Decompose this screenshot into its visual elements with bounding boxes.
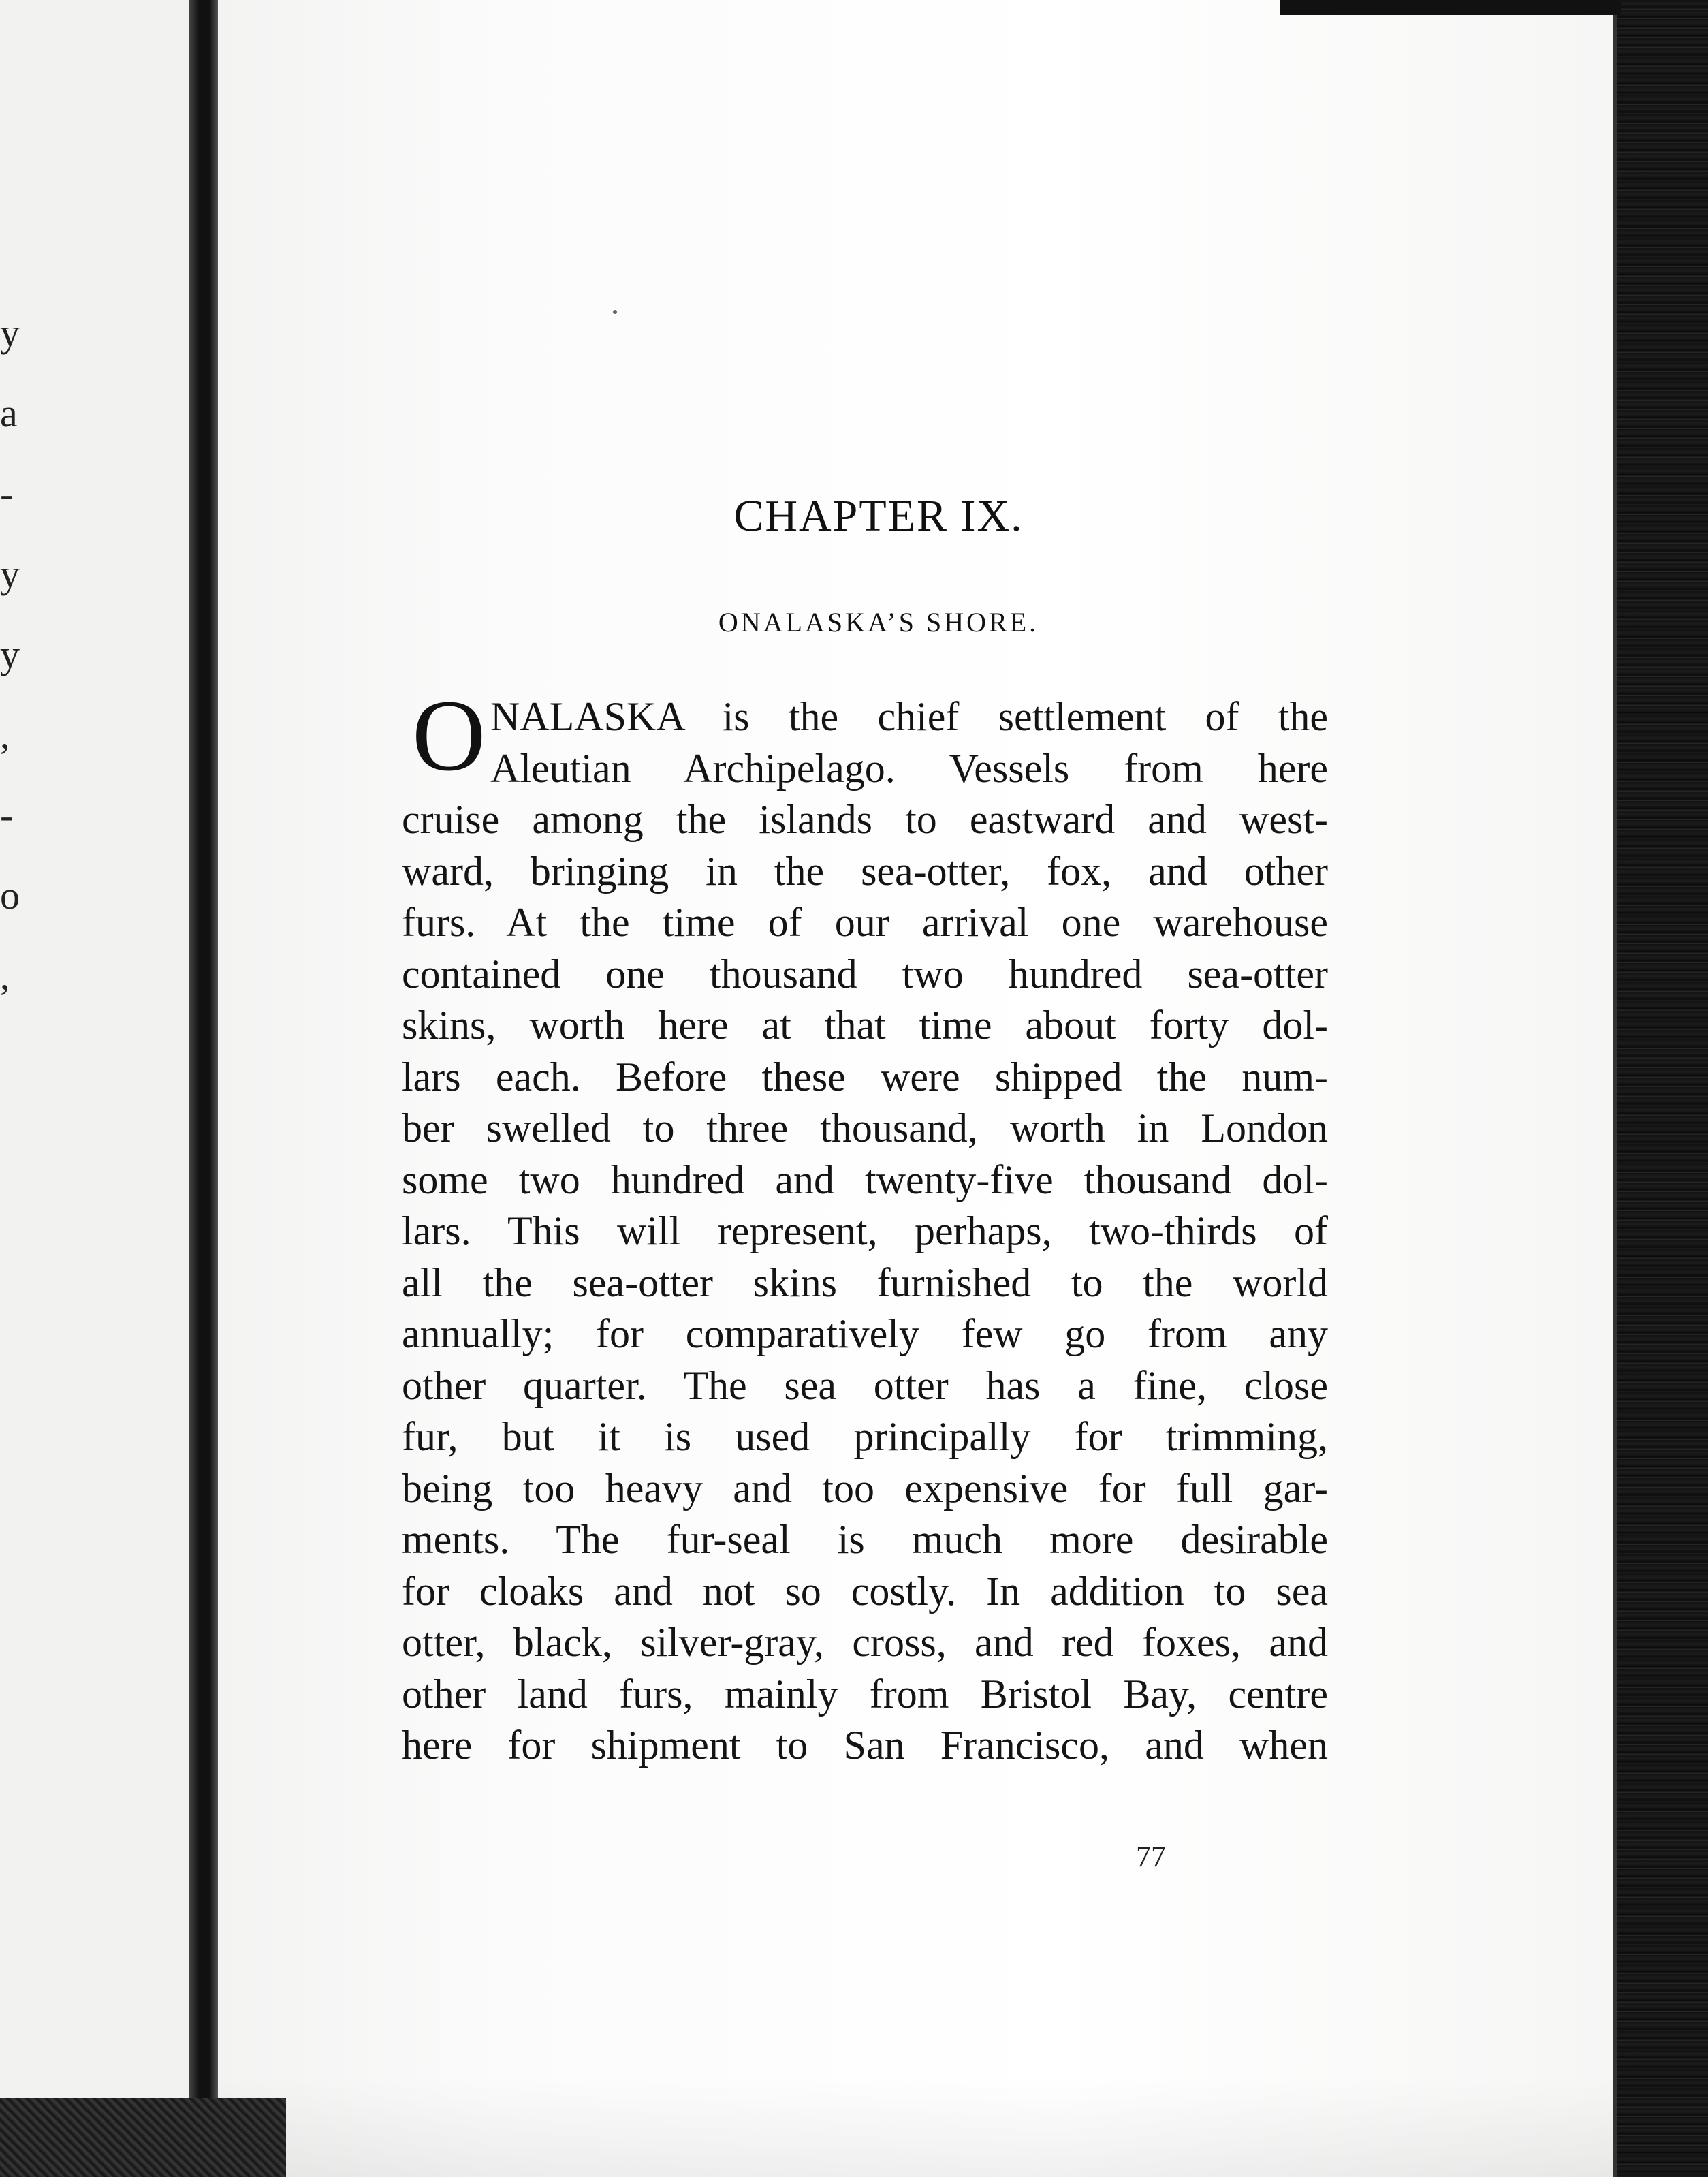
chapter-body — [402, 691, 1328, 1772]
left-fragment: o — [0, 873, 20, 918]
left-fragment: - — [0, 471, 14, 516]
left-fragment: , — [0, 954, 10, 998]
text-line: being too heavy and too expensive for full gar- — [402, 1465, 1328, 1511]
text-line: ments. The fur-seal is much more desirable — [402, 1517, 1328, 1562]
text-line: other quarter. The sea otter has a fine, close — [402, 1362, 1328, 1408]
page-edge-line — [1613, 0, 1617, 2177]
book-gutter — [189, 0, 218, 2177]
drop-cap: O — [412, 679, 486, 792]
left-page — [0, 0, 197, 2177]
left-fragment: y — [0, 552, 20, 596]
left-fragment: y — [0, 632, 20, 676]
text-line: other land furs, mainly from Bristol Bay, centre — [402, 1671, 1328, 1717]
text-line: furs. At the time of our arrival one warehouse — [402, 900, 1328, 945]
text-line: Aleutian Archipelago. Vessels from here — [490, 745, 1328, 791]
text-line: lars each. Before these were shipped the num- — [402, 1054, 1328, 1099]
text-line: all the sea-otter skins furnished to the world — [402, 1259, 1328, 1305]
text-line: ward, bringing in the sea-otter, fox, and other — [402, 848, 1328, 894]
text-line: annually; for comparatively few go from any — [402, 1311, 1328, 1356]
scan-border-bottom — [0, 2098, 286, 2177]
left-fragment: y — [0, 311, 20, 355]
text-line: lars. This will represent, perhaps, two-thirds of — [402, 1208, 1328, 1253]
chapter-subtitle: ONALASKA’S SHORE. — [718, 607, 1039, 638]
chapter-title: CHAPTER IX. — [733, 491, 1024, 541]
page-shadow — [218, 2078, 1617, 2177]
text-line: otter, black, silver-gray, cross, and red foxes, and — [402, 1620, 1328, 1665]
text-line: here for shipment to San Francisco, and when — [402, 1723, 1328, 1768]
left-fragment: , — [0, 712, 10, 757]
book-block-edge — [1617, 0, 1708, 2177]
text-line: contained one thousand two hundred sea-otter — [402, 951, 1328, 997]
scan-border-top — [1280, 0, 1621, 15]
text-line: skins, worth here at that time about forty dol- — [402, 1003, 1328, 1048]
text-line: NALASKA is the chief settlement of the — [490, 694, 1328, 739]
text-line: cruise among the islands to eastward and west- — [402, 797, 1328, 842]
left-fragment: - — [0, 793, 14, 837]
left-page-text-fragments — [0, 293, 27, 1016]
text-line: for cloaks and not so costly. In addition to sea — [402, 1568, 1328, 1614]
text-line: ber swelled to three thousand, worth in London — [402, 1106, 1328, 1150]
text-line: fur, but it is used principally for trimming, — [402, 1414, 1328, 1459]
left-fragment: a — [0, 391, 18, 435]
paper-speck — [613, 310, 617, 314]
text-line: some two hundred and twenty-five thousand dol- — [402, 1157, 1328, 1202]
page-number: 77 — [1136, 1840, 1166, 1873]
